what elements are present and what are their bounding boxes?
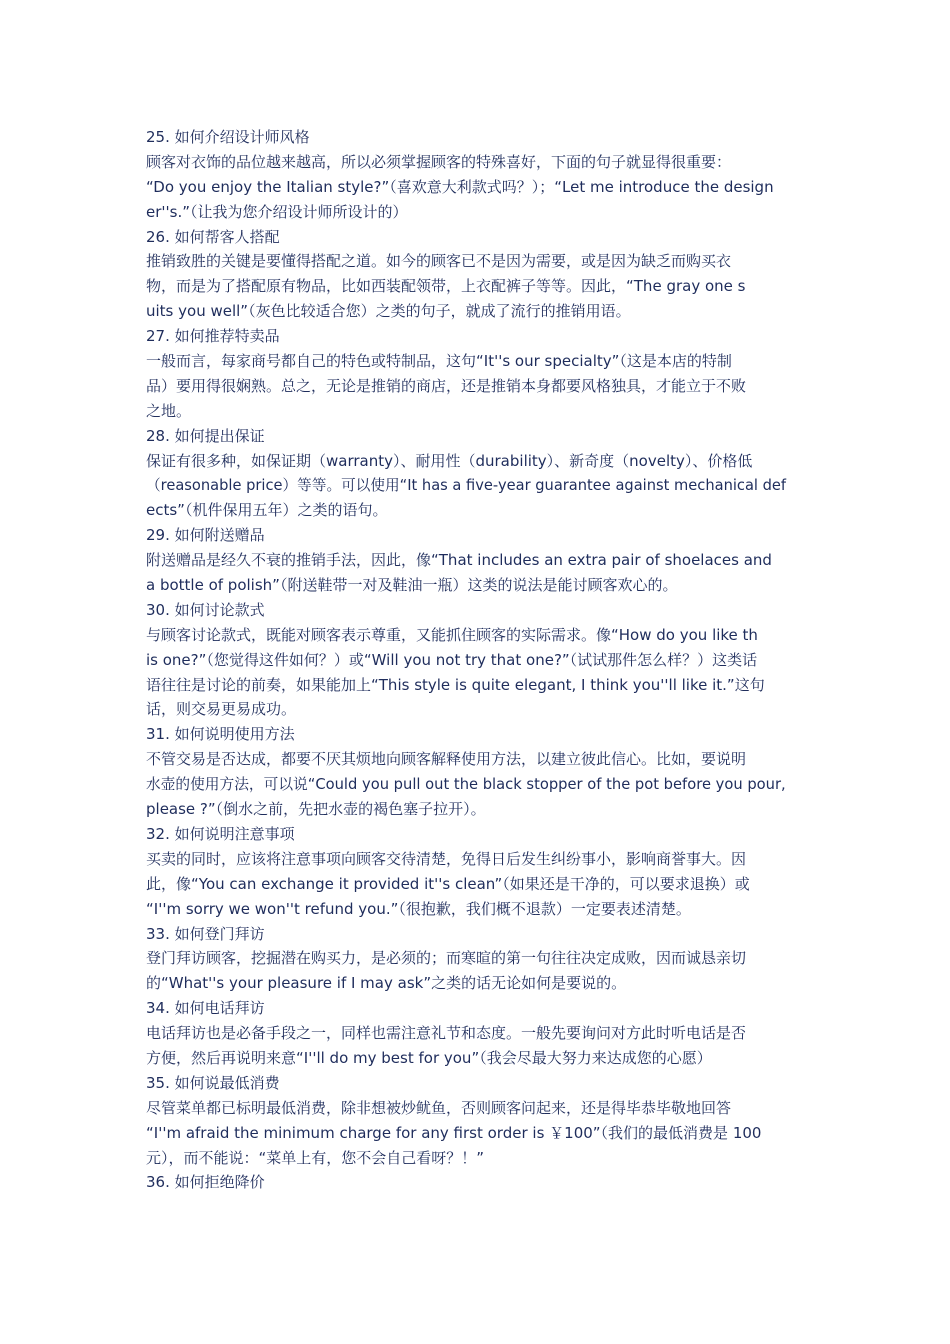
paragraph-line: 推销致胜的关键是要懂得搭配之道。如今的顾客已不是因为需要，或是因为缺乏而购买衣 xyxy=(146,252,732,271)
section-heading: 28. 如何提出保证 xyxy=(146,426,265,445)
section-heading: 27. 如何推荐特卖品 xyxy=(146,327,280,346)
paragraph-line: 尽管菜单都已标明最低消费，除非想被炒鱿鱼，否则顾客问起来，还是得毕恭毕敬地回答 xyxy=(146,1098,732,1117)
paragraph-line: 语往往是讨论的前奏，如果能加上“This style is quite elegant, I think you''ll like it.”这句 xyxy=(146,675,765,694)
paragraph-line: 的“What''s your pleasure if I may ask”之类的话无论如何是要说的。 xyxy=(146,974,627,993)
paragraph-line: ects”（机件保用五年）之类的语句。 xyxy=(146,501,388,520)
paragraph-line: 与顾客讨论款式，既能对顾客表示尊重，又能抓住顾客的实际需求。像“How do you like th xyxy=(146,625,758,644)
paragraph-line: 不管交易是否达成，都要不厌其烦地向顾客解释使用方法，以建立彼此信心。比如，要说明 xyxy=(146,750,747,769)
paragraph-line: 顾客对衣饰的品位越来越高，所以必须掌握顾客的特殊喜好，下面的句子就显得很重要： xyxy=(146,152,732,171)
paragraph-line: “Do you enjoy the Italian style?”（喜欢意大利款式吗？）；“Let me introduce the design xyxy=(146,177,774,196)
section-heading: 32. 如何说明注意事项 xyxy=(146,824,295,843)
paragraph-line: please ?”（倒水之前，先把水壶的褐色塞子拉开）。 xyxy=(146,800,486,819)
section-heading: 34. 如何电话拜访 xyxy=(146,999,265,1018)
paragraph-line: 方便，然后再说明来意“I''ll do my best for you”（我会尽最大努力来达成您的心愿） xyxy=(146,1048,712,1067)
paragraph-line: “I''m afraid the minimum charge for any first order is ￥100”（我们的最低消费是 100 xyxy=(146,1123,762,1142)
section-heading: 36. 如何拒绝降价 xyxy=(146,1173,265,1192)
paragraph-line: is one?”（您觉得这件如何？）或“Will you not try that one?”（试试那件怎么样？）这类话 xyxy=(146,650,758,669)
paragraph-line: 品）要用得很娴熟。总之，无论是推销的商店，还是推销本身都要风格独具，才能立于不败 xyxy=(146,376,747,395)
paragraph-line: 一般而言，每家商号都自己的特色或特制品，这句“It''s our specialty”（这是本店的特制 xyxy=(146,352,732,371)
document-page xyxy=(146,125,786,1195)
paragraph-line: 元），而不能说：“菜单上有，您不会自己看呀？！” xyxy=(146,1148,485,1167)
section-heading: 31. 如何说明使用方法 xyxy=(146,725,295,744)
paragraph-line: 附送赠品是经久不衰的推销手法，因此，像“That includes an extra pair of shoelaces and xyxy=(146,551,772,570)
section-heading: 29. 如何附送赠品 xyxy=(146,526,265,545)
paragraph-line: a bottle of polish”（附送鞋带一对及鞋油一瓶）这类的说法是能讨顾客欢心的。 xyxy=(146,576,678,595)
paragraph-line: 物，而是为了搭配原有物品，比如西装配领带，上衣配裤子等等。因此，“The gray one s xyxy=(146,277,746,296)
paragraph-line: 保证有很多种，如保证期（warranty）、耐用性（durability）、新奇度（novelty）、价格低 xyxy=(146,451,753,470)
paragraph-line: 买卖的同时，应该将注意事项向顾客交待清楚，免得日后发生纠纷事小，影响商誉事大。因 xyxy=(146,849,747,868)
section-heading: 33. 如何登门拜访 xyxy=(146,924,265,943)
paragraph-line: “I''m sorry we won''t refund you.”（很抱歉，我们概不退款）一定要表述清楚。 xyxy=(146,899,691,918)
section-heading: 25. 如何介绍设计师风格 xyxy=(146,128,310,146)
section-heading: 30. 如何讨论款式 xyxy=(146,600,265,619)
paragraph-line: 电话拜访也是必备手段之一，同样也需注意礼节和态度。一般先要询问对方此时听电话是否 xyxy=(146,1024,747,1043)
paragraph-line: 水壶的使用方法，可以说“Could you pull out the black stopper of the pot before you pour, xyxy=(146,775,786,794)
paragraph-line: 话，则交易更易成功。 xyxy=(146,700,297,719)
paragraph-line: er''s.”（让我为您介绍设计师所设计的） xyxy=(146,202,408,221)
paragraph-line: uits you well”（灰色比较适合您）之类的句子，就成了流行的推销用语。 xyxy=(146,302,631,321)
section-heading: 26. 如何帮客人搭配 xyxy=(146,227,280,246)
paragraph-line: （reasonable price）等等。可以使用“It has a five-year guarantee against mechanical def xyxy=(146,476,787,495)
paragraph-line: 此，像“You can exchange it provided it''s clean”（如果还是干净的，可以要求退换）或 xyxy=(146,874,750,893)
paragraph-line: 之地。 xyxy=(146,401,192,420)
paragraph-line: 登门拜访顾客，挖掘潜在购买力，是必须的；而寒暄的第一句往往决定成败，因而诚恳亲切 xyxy=(146,949,747,968)
section-heading: 35. 如何说最低消费 xyxy=(146,1073,280,1092)
